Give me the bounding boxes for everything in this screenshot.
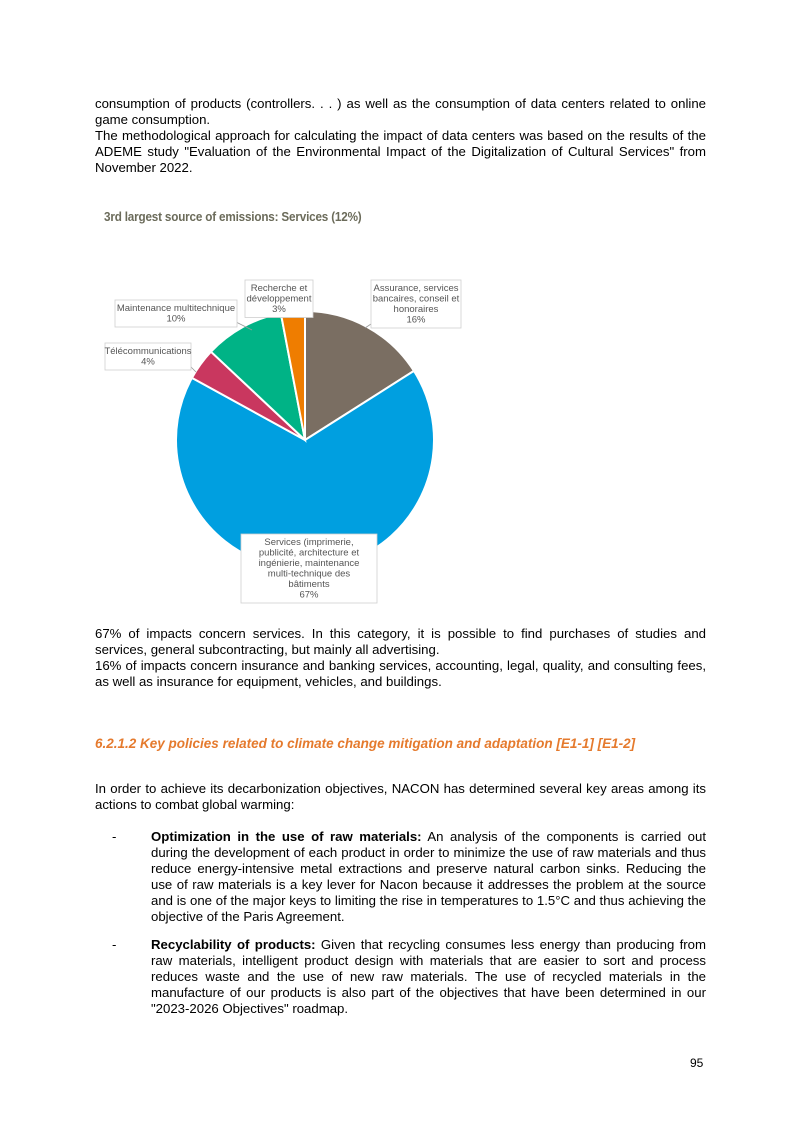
chart-title: 3rd largest source of emissions: Services (12%): [104, 209, 362, 224]
bullet-text: [151, 829, 706, 925]
bullet-title: Optimization in the use of raw materials:: [151, 829, 422, 844]
bullet-title: Recyclability of products:: [151, 937, 316, 952]
services-text: 67% of impacts concern services. In this category, it is possible to find purchases of studies and services, general subcontracting, but mainly all advertising.: [95, 626, 706, 657]
slice-label: [371, 280, 461, 328]
bullet-body: Given that recycling consumes less energy than producing from raw materials, intelligent product design with materials that are easier to sort and process reduces waste and the use of new raw materials. The use of recycled materials in the manufacture of our products is also part of the objectives that have been determined in our "2023-2026 Objectives" roadmap.: [151, 937, 706, 1016]
slice-label-text: Télécommunications: [104, 346, 192, 357]
services-paragraph: [95, 626, 706, 690]
slice-label-text: développement: [246, 293, 312, 305]
slice-label: [104, 343, 191, 370]
intro-line-2: The methodological approach for calculating the impact of data centers was based on the results of the ADEME study "Evaluation of the Environmental Impact of the Digitalization of Cultural Services" from November 2022.: [95, 128, 706, 175]
slice-label: [115, 300, 237, 327]
slice-label: [245, 280, 313, 318]
slice-label-text: publicité, architecture et: [258, 547, 360, 559]
section-heading: 6.2.1.2 Key policies related to climate change mitigation and adaptation [E1-1] [E1-2]: [95, 736, 636, 751]
slice-percent: 16%: [406, 314, 426, 326]
slice-label-text: bâtiments: [288, 579, 330, 590]
slice-label-text: Recherche et: [250, 283, 308, 294]
slice-label-text: Maintenance multitechnique: [116, 303, 236, 314]
page-number: 95: [690, 1056, 704, 1070]
bullet-text: [151, 937, 706, 1017]
slice-percent: 10%: [166, 313, 186, 325]
slice-label-text: multi-technique des: [267, 568, 351, 580]
slice-label-text: bancaires, conseil et: [372, 293, 460, 305]
bullet-dash: -: [112, 829, 117, 844]
section-intro: In order to achieve its decarbonization objectives, NACON has determined several key areas among its actions to combat global warming:: [95, 781, 706, 812]
slice-label-text: ingénierie, maintenance: [258, 558, 360, 569]
slice-label: [241, 534, 377, 603]
slice-percent: 3%: [272, 304, 286, 315]
slice-percent: 67%: [299, 589, 319, 601]
slice-label-text: Services (imprimerie,: [264, 537, 354, 548]
bullet-dash: -: [112, 937, 117, 952]
insurance-text: 16% of impacts concern insurance and banking services, accounting, legal, quality, and consulting fees, as well as insurance for equipment, vehicles, and buildings.: [95, 658, 706, 689]
slice-label-text: Assurance, services: [373, 283, 459, 294]
slice-label-text: honoraires: [393, 304, 439, 315]
slice-percent: 4%: [141, 356, 155, 368]
intro-line-1: consumption of products (controllers. . . ) as well as the consumption of data centers related to online game consumption.: [95, 96, 706, 127]
bullet-body: An analysis of the components is carried out during the development of each product in order to minimize the use of raw materials and thus reduce energy-intensive metal extractions and preserve natural carbon sinks. Reducing the use of raw materials is a key lever for Nacon because it addresses the problem at the source and is one of the major keys to limiting the rise in temperatures to 1.5°C and thus achieving the objective of the Paris Agreement.: [151, 829, 706, 924]
